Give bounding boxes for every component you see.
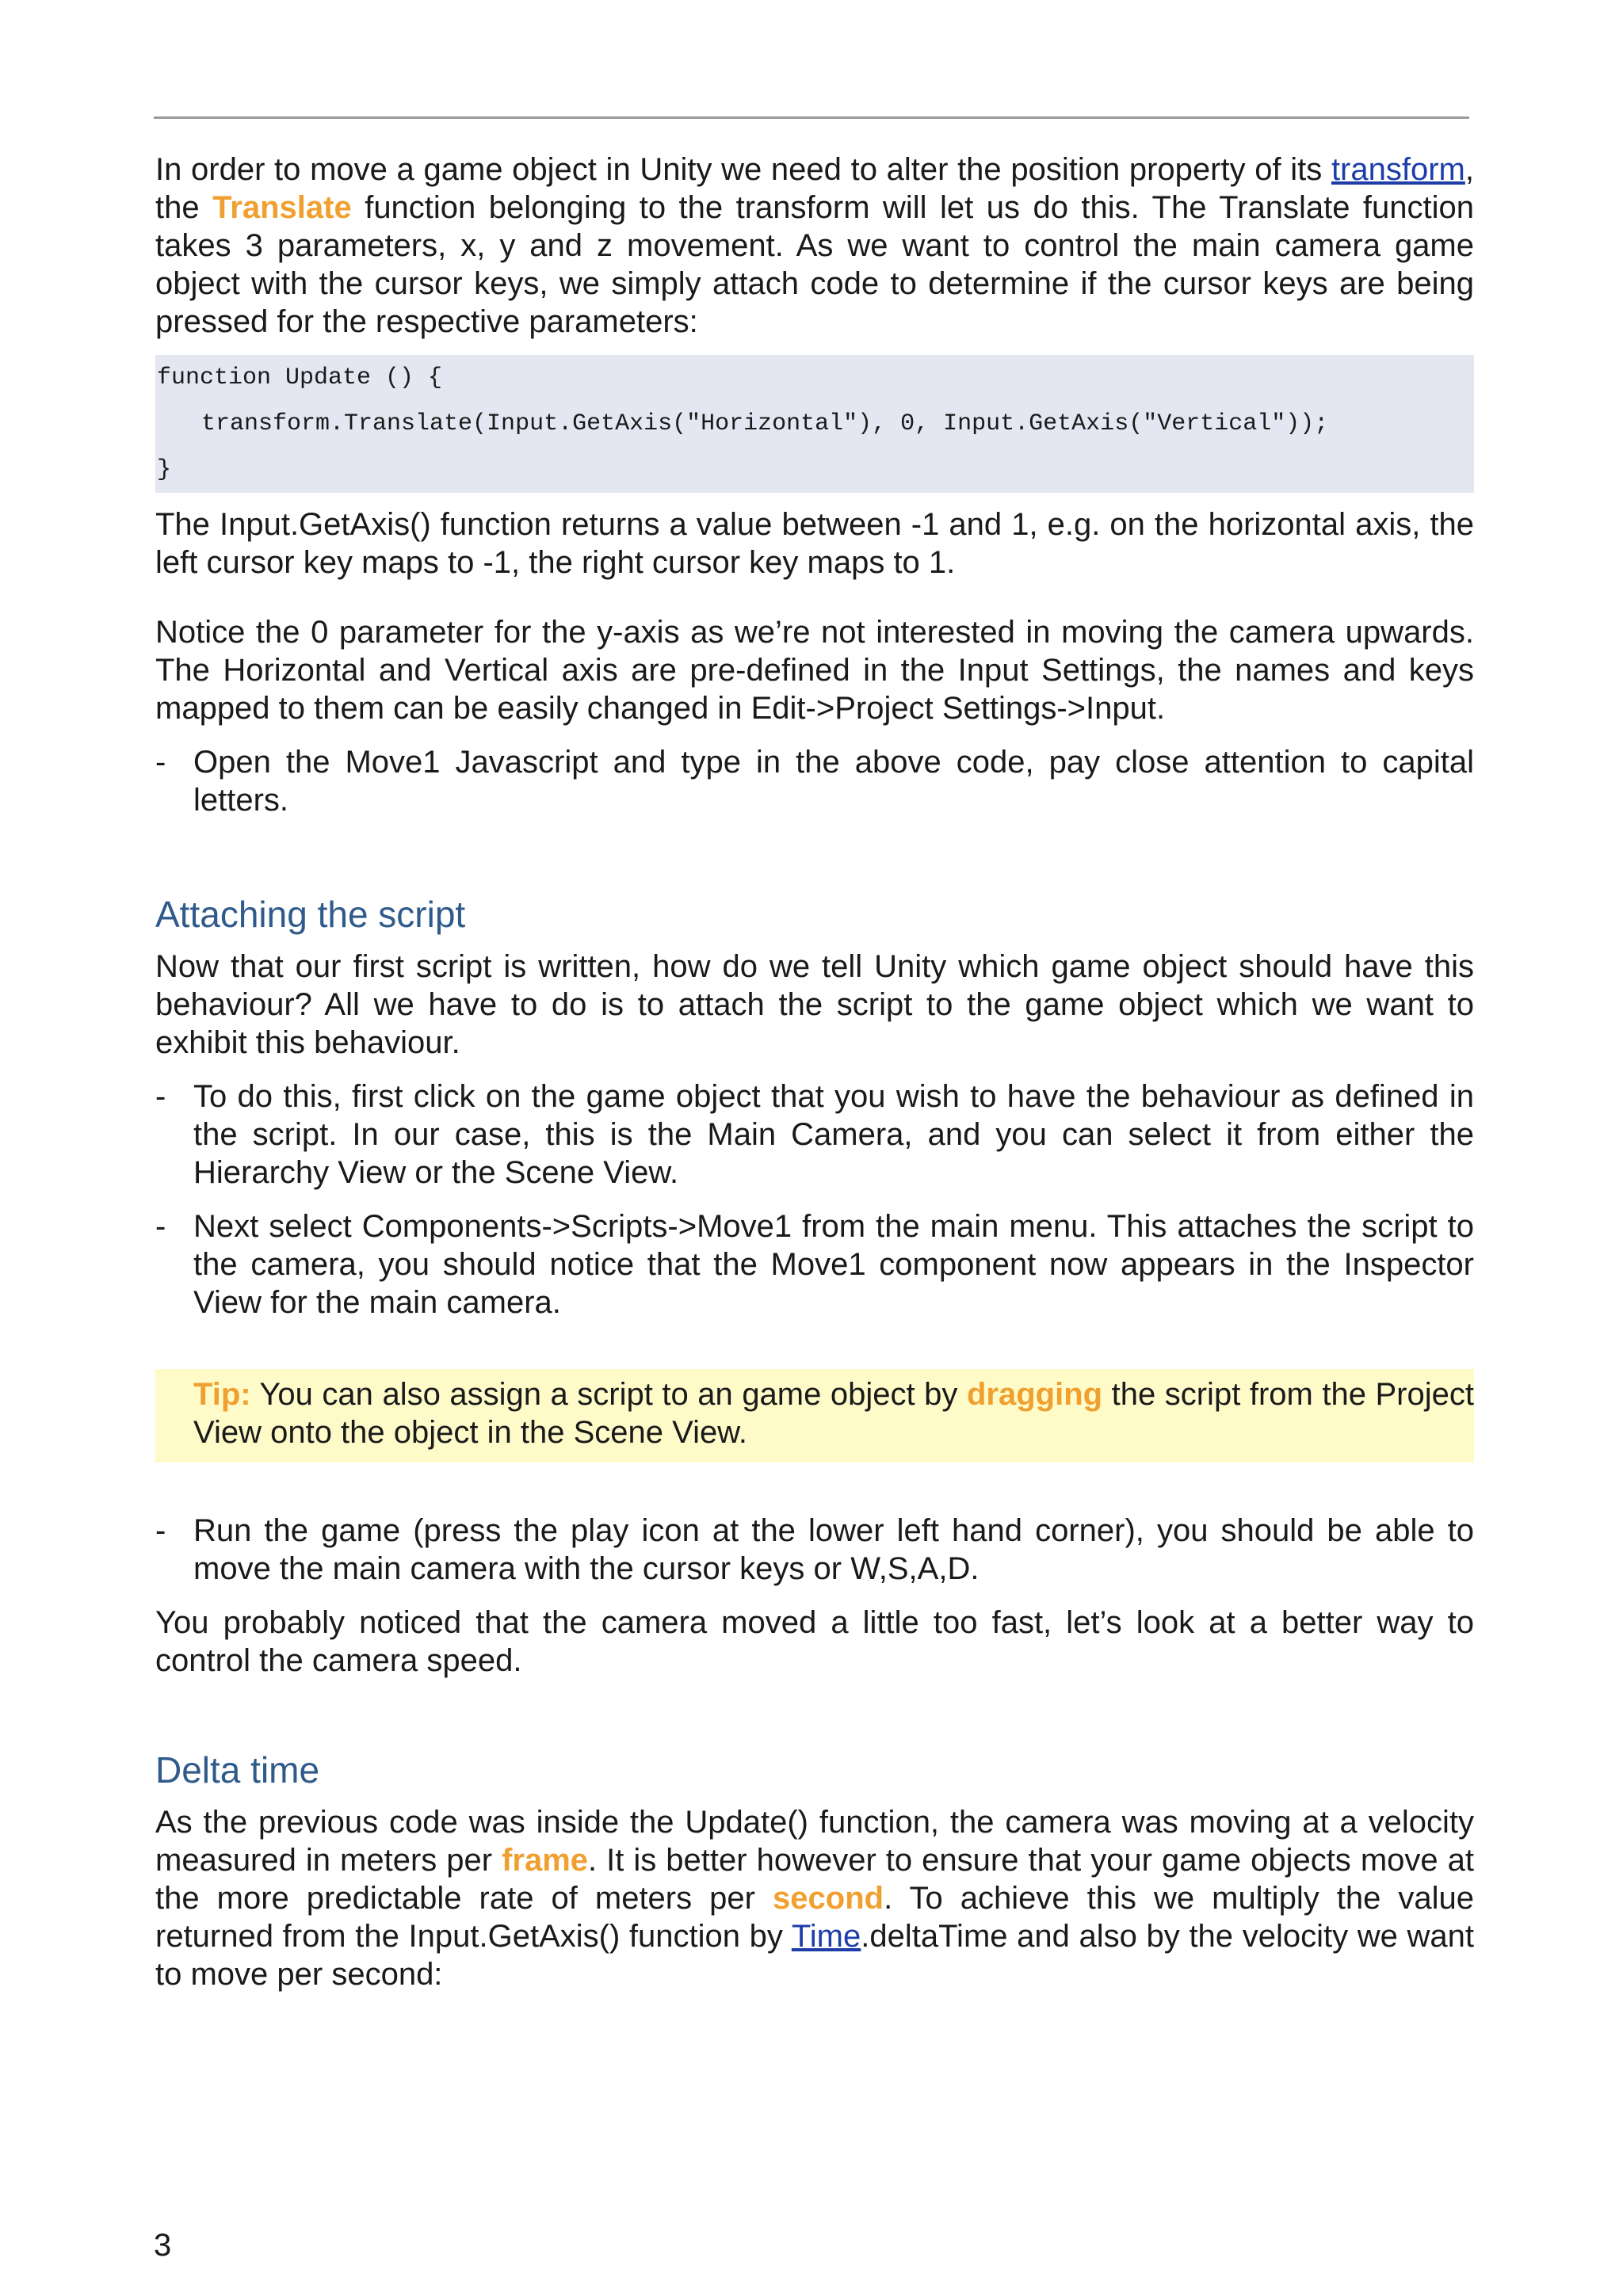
bullet-dash: - [155,745,166,780]
code-line-1: function Update () { [157,364,443,391]
paragraph-notice: Notice the 0 parameter for the y-axis as we’re not interested in moving the camera upwards. The Horizontal and Vertical axis are pre-defined in the Input Settings, the names and keys mapped to them can be easily changed in Edit->Project Settings->Input. [155,615,1474,726]
code-line-2: transform.Translate(Input.GetAxis("Horizontal"), 0, Input.GetAxis("Vertical")); [201,410,1329,437]
bullet-components-menu [155,1207,1474,1322]
highlight-second: second [773,1881,884,1916]
text-run: the script from the Project View onto the object in the Scene View. [193,1377,1474,1450]
bullet-open-move1 [155,743,1474,819]
bullet-text: To do this, first click on the game object that you wish to have the behaviour as defined in the script. In our case, this is the Main Camera, and you can select it from either the Hierarchy View or the Scene View. [193,1079,1474,1190]
transform-link[interactable]: transform [1331,152,1465,187]
document-body [155,151,1474,1993]
text-run: function belonging to the transform will let us do this. The Translate function takes 3 parameters, x, y and z movement. As we want to control the main camera game object with the cursor keys, we simply attach code to determine if the cursor keys are being pressed for the respective parameters: [155,190,1474,339]
text-run: .deltaTime and also by the velocity we want to move per second: [155,1919,1474,1992]
highlight-dragging: dragging [966,1377,1103,1412]
text-run: In order to move a game object in Unity we need to alter the position property of its [155,152,1331,187]
header-rule [154,116,1469,119]
paragraph-intro [155,151,1474,341]
paragraph-delta-time [155,1803,1474,1993]
tip-box [155,1369,1474,1463]
text-run: You can also assign a script to an game object by [250,1377,967,1412]
text-run: . It is better however to ensure that your game objects move at the more predictable rate of meters per [155,1843,1474,1916]
bullet-run-game [155,1512,1474,1588]
code-line-3: } [157,456,172,483]
text-run: . To achieve this we multiply the value returned from the Input.GetAxis() function by [155,1881,1475,1954]
bullet-dash: - [155,1079,166,1114]
bullet-text: Run the game (press the play icon at the lower left hand corner), you should be able to move the main camera with the cursor keys or W,S,A,D. [193,1513,1474,1586]
bullet-dash: - [155,1513,166,1548]
paragraph-getaxis: The Input.GetAxis() function returns a value between -1 and 1, e.g. on the horizontal axis, the left cursor key maps to -1, the right cursor key maps to 1. [155,507,1474,580]
highlight-frame: frame [502,1843,589,1878]
tip-label: Tip: [193,1377,251,1412]
bullet-text: Next select Components->Scripts->Move1 from the main menu. This attaches the script to the camera, you should notice that the Move1 component now appears in the Inspector View for the main camera. [193,1209,1474,1320]
heading-attaching-script: Attaching the script [155,894,466,935]
paragraph-attach-intro: Now that our first script is written, how do we tell Unity which game object should have this behaviour? All we have to do is to attach the script to the game object which we want to exhibit this behaviour. [155,949,1474,1060]
bullet-dash: - [155,1209,166,1244]
text-run: As the previous code was inside the Update() function, the camera was moving at a velocity measured in meters per [155,1805,1474,1878]
heading-delta-time: Delta time [155,1749,320,1791]
page-number: 3 [154,2228,172,2263]
code-block [155,355,1474,493]
bullet-text: Open the Move1 Javascript and type in the above code, pay close attention to capital letters. [193,745,1474,818]
text-run: , the [155,152,1474,225]
highlight-translate: Translate [212,190,352,225]
bullet-select-object [155,1077,1474,1192]
paragraph-too-fast: You probably noticed that the camera moved a little too fast, let’s look at a better way to control the camera speed. [155,1605,1474,1678]
time-link[interactable]: Time [791,1919,861,1954]
